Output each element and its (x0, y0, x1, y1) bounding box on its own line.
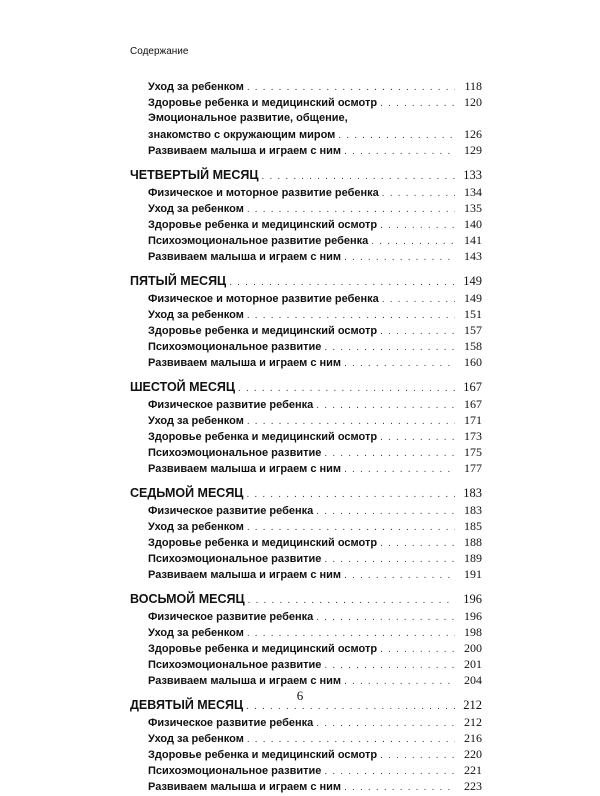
dot-leader (338, 128, 455, 144)
section-title: Уход за ребенком (148, 309, 244, 321)
section-title: Здоровье ребенка и медицинский осмотр (148, 537, 378, 549)
page-ref: 189 (464, 551, 482, 565)
toc-chapter-entry (130, 378, 482, 396)
dot-leader (262, 168, 455, 186)
page-ref: 185 (464, 519, 482, 533)
toc-section-entry (130, 550, 482, 566)
page-ref: 177 (464, 461, 482, 475)
toc-section-entry (130, 142, 482, 158)
page-ref: 173 (464, 429, 482, 443)
page-ref: 126 (464, 127, 482, 141)
dot-leader (247, 626, 455, 642)
section-title: Психоэмоциональное развитие (148, 341, 322, 353)
dot-leader (247, 732, 455, 748)
dot-leader (344, 780, 455, 796)
page-ref: 167 (464, 397, 482, 411)
dot-leader (380, 536, 455, 552)
section-title: Здоровье ребенка и медицинский осмотр (148, 643, 378, 655)
section-title: Развиваем малыша и играем с ним (148, 569, 342, 581)
dot-leader (229, 274, 455, 292)
page-ref: 149 (463, 274, 482, 288)
page-number: 6 (296, 688, 304, 703)
dot-leader (380, 642, 455, 658)
toc-section-entry (130, 534, 482, 550)
toc-chapter-entry (130, 166, 482, 184)
toc-section-entry (130, 338, 482, 354)
chapter-title: ШЕСТОЙ МЕСЯЦ (130, 380, 236, 394)
section-title: Уход за ребенком (148, 733, 244, 745)
toc-section-entry (130, 624, 482, 640)
dot-leader (344, 144, 455, 160)
dot-leader (382, 186, 455, 202)
section-title: знакомство с окружающим миром (148, 129, 336, 141)
section-title: Физическое развитие ребенка (148, 399, 314, 411)
toc-section-entry (130, 762, 482, 778)
section-title: Здоровье ребенка и медицинский осмотр (148, 219, 378, 231)
toc-section-entry (130, 290, 482, 306)
section-title: Уход за ребенком (148, 627, 244, 639)
toc-section-entry (130, 518, 482, 534)
page-ref: 143 (464, 249, 482, 263)
page-ref: 151 (464, 307, 482, 321)
toc-section-entry (130, 566, 482, 582)
page-ref: 149 (464, 291, 482, 305)
page-ref: 200 (464, 641, 482, 655)
toc-section-entry (130, 94, 482, 110)
chapter-title: СЕДЬМОЙ МЕСЯЦ (130, 486, 244, 500)
chapter-title: ВОСЬМОЙ МЕСЯЦ (130, 592, 245, 606)
dot-leader (246, 486, 455, 504)
toc-section-entry (130, 746, 482, 762)
page-ref: 196 (464, 609, 482, 623)
section-title: Физическое развитие ребенка (148, 717, 314, 729)
page-ref: 157 (464, 323, 482, 337)
toc-section-entry (130, 322, 482, 338)
toc-section-entry (130, 248, 482, 264)
dot-leader (382, 292, 455, 308)
toc-section-entry (130, 78, 482, 94)
page-ref: 201 (464, 657, 482, 671)
section-title: Физическое и моторное развитие ребенка (148, 187, 379, 199)
page-ref: 120 (464, 95, 482, 109)
dot-leader (380, 748, 455, 764)
section-title: Здоровье ребенка и медицинский осмотр (148, 431, 378, 443)
dot-leader (324, 552, 455, 568)
section-title: Физическое развитие ребенка (148, 611, 314, 623)
section-title: Развиваем малыша и играем с ним (148, 781, 342, 793)
running-header: Содержание (130, 46, 189, 57)
page-ref: 188 (464, 535, 482, 549)
dot-leader (344, 356, 455, 372)
page-ref: 141 (464, 233, 482, 247)
page-ref: 198 (464, 625, 482, 639)
toc-chapter-entry (130, 272, 482, 290)
section-title: Здоровье ребенка и медицинский осмотр (148, 325, 378, 337)
page-ref: 183 (464, 503, 482, 517)
section-title: Уход за ребенком (148, 415, 244, 427)
section-title: Уход за ребенком (148, 81, 244, 93)
dot-leader (380, 218, 455, 234)
toc-section-entry (130, 126, 482, 142)
page-ref: 171 (464, 413, 482, 427)
page-ref: 167 (463, 380, 482, 394)
section-title: Уход за ребенком (148, 521, 244, 533)
dot-leader (247, 308, 455, 324)
section-title: Здоровье ребенка и медицинский осмотр (148, 97, 378, 109)
dot-leader (238, 380, 455, 398)
chapter-title: ПЯТЫЙ МЕСЯЦ (130, 274, 227, 288)
dot-leader (380, 324, 455, 340)
page-ref: 129 (464, 143, 482, 157)
toc-section-entry (130, 306, 482, 322)
dot-leader (344, 250, 455, 266)
page-ref: 223 (464, 779, 482, 793)
section-title: Развиваем малыша и играем с ним (148, 251, 342, 263)
dot-leader (247, 520, 455, 536)
toc-section-entry (130, 232, 482, 248)
dot-leader (324, 658, 455, 674)
toc-chapter-entry (130, 484, 482, 502)
page-ref: 158 (464, 339, 482, 353)
dot-leader (316, 716, 455, 732)
page-ref: 204 (464, 673, 482, 687)
section-title: Физическое и моторное развитие ребенка (148, 293, 379, 305)
page-ref: 220 (464, 747, 482, 761)
section-title: Психоэмоциональное развитие (148, 447, 322, 459)
dot-leader (324, 340, 455, 356)
dot-leader (316, 398, 455, 414)
toc-section-entry (130, 778, 482, 794)
section-title: Здоровье ребенка и медицинский осмотр (148, 749, 378, 761)
page-ref: 191 (464, 567, 482, 581)
section-title: Развиваем малыша и играем с ним (148, 463, 342, 475)
section-title: Развиваем малыша и играем с ним (148, 145, 342, 157)
toc-chapter-entry (130, 590, 482, 608)
toc-section-entry (130, 502, 482, 518)
toc-section-entry (130, 672, 482, 688)
page-ref: 183 (463, 486, 482, 500)
dot-leader (324, 764, 455, 780)
dot-leader (380, 430, 455, 446)
page-ref: 135 (464, 201, 482, 215)
dot-leader (247, 202, 455, 218)
toc-section-entry (130, 412, 482, 428)
section-title: Психоэмоциональное развитие (148, 553, 322, 565)
page-ref: 160 (464, 355, 482, 369)
section-title: Развиваем малыша и играем с ним (148, 357, 342, 369)
section-title: Эмоциональное развитие, общение, (148, 112, 348, 124)
toc-section-entry (130, 730, 482, 746)
section-title: Психоэмоциональное развитие (148, 765, 322, 777)
toc-section-entry (130, 460, 482, 476)
page-ref: 134 (464, 185, 482, 199)
toc-section-entry (130, 110, 482, 126)
dot-leader (371, 234, 455, 250)
toc-section-entry (130, 444, 482, 460)
chapter-title: ЧЕТВЕРТЫЙ МЕСЯЦ (130, 168, 259, 182)
page-ref: 212 (463, 698, 482, 712)
page-ref: 140 (464, 217, 482, 231)
page-ref: 118 (464, 79, 482, 93)
chapter-title: ДЕВЯТЫЙ МЕСЯЦ (130, 698, 244, 712)
page-ref: 175 (464, 445, 482, 459)
dot-leader (344, 568, 455, 584)
page-ref: 212 (464, 715, 482, 729)
toc-section-entry (130, 714, 482, 730)
dot-leader (247, 414, 455, 430)
dot-leader (316, 610, 455, 626)
toc-section-entry (130, 396, 482, 412)
page-ref: 133 (463, 168, 482, 182)
section-title: Физическое развитие ребенка (148, 505, 314, 517)
toc-section-entry (130, 200, 482, 216)
section-title: Развиваем малыша и играем с ним (148, 675, 342, 687)
dot-leader (324, 446, 455, 462)
page-ref: 216 (464, 731, 482, 745)
toc-section-entry (130, 184, 482, 200)
section-title: Психоэмоциональное развитие ребенка (148, 235, 369, 247)
page-ref: 221 (464, 763, 482, 777)
section-title: Психоэмоциональное развитие (148, 659, 322, 671)
section-title: Уход за ребенком (148, 203, 244, 215)
table-of-contents (130, 78, 482, 794)
dot-leader (344, 462, 455, 478)
toc-section-entry (130, 428, 482, 444)
page-ref: 196 (463, 592, 482, 606)
toc-section-entry (130, 656, 482, 672)
toc-section-entry (130, 354, 482, 370)
dot-leader (316, 504, 455, 520)
toc-section-entry (130, 608, 482, 624)
dot-leader (248, 592, 455, 610)
dot-leader (247, 80, 455, 96)
dot-leader (380, 96, 455, 112)
toc-section-entry (130, 640, 482, 656)
toc-section-entry (130, 216, 482, 232)
